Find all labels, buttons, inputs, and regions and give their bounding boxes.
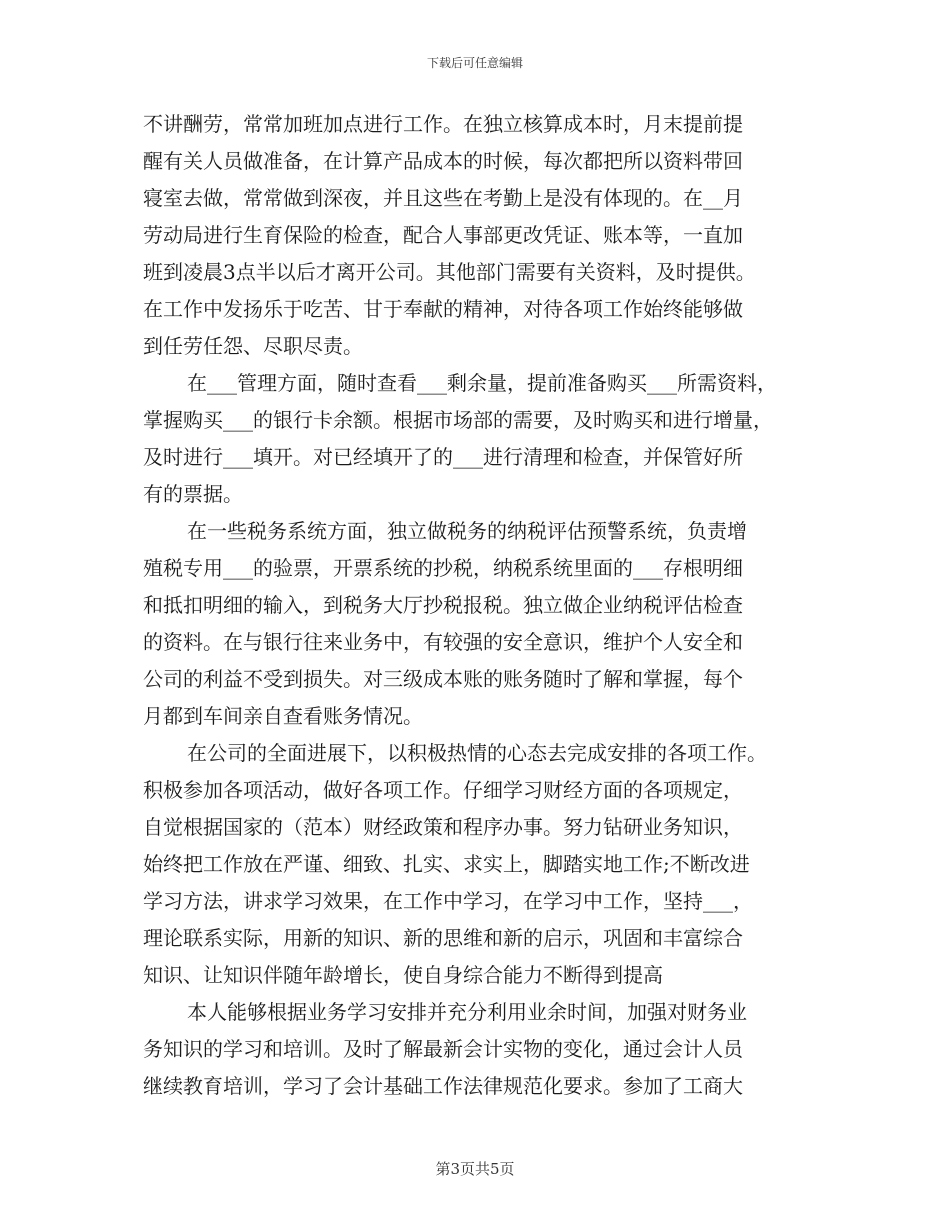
text-line: 不讲酬劳，常常加班加点进行工作。在独立核算成本时，月末提前提 bbox=[143, 112, 743, 136]
text-line: 的资料。在与银行往来业务中，有较强的安全意识，维护个人安全和 bbox=[143, 630, 743, 654]
text-line: 班到凌晨3点半以后才离开公司。其他部门需要有关资料，及时提供。 bbox=[143, 260, 756, 284]
text-line: 月都到车间亲自查看账务情况。 bbox=[143, 704, 423, 728]
text-line: 继续教育培训，学习了会计基础工作法律规范化要求。参加了工商大 bbox=[143, 1074, 743, 1098]
paragraph-start-line: 在一些税务系统方面，独立做税务的纳税评估预警系统，负责增 bbox=[187, 519, 747, 543]
text-line: 始终把工作放在严谨、细致、扎实、求实上，脚踏实地工作;不断改进 bbox=[143, 852, 750, 876]
text-line: 自觉根据国家的（范本）财经政策和程序办事。努力钻研业务知识， bbox=[143, 815, 743, 839]
document-body bbox=[143, 106, 823, 1105]
text-line: 劳动局进行生育保险的检查，配合人事部更改凭证、账本等，一直加 bbox=[143, 223, 743, 247]
text-line: 寝室去做，常常做到深夜，并且这些在考勤上是没有体现的。在__月 bbox=[143, 186, 743, 210]
text-line: 及时进行___填开。对已经填开了的___进行清理和检查，并保管好所 bbox=[143, 445, 743, 469]
text-line: 在工作中发扬乐于吃苦、甘于奉献的精神，对待各项工作始终能够做 bbox=[143, 297, 743, 321]
text-line: 务知识的学习和培训。及时了解最新会计实物的变化，通过会计人员 bbox=[143, 1037, 743, 1061]
text-line: 有的票据。 bbox=[143, 482, 243, 506]
text-line: 理论联系实际，用新的知识、新的思维和新的启示，巩固和丰富综合 bbox=[143, 926, 743, 950]
paragraph-start-line: 本人能够根据业务学习安排并充分利用业余时间，加强对财务业 bbox=[187, 1000, 747, 1024]
text-line: 到任劳任怨、尽职尽责。 bbox=[143, 334, 363, 358]
text-line: 学习方法，讲求学习效果，在工作中学习，在学习中工作，坚持___， bbox=[143, 889, 753, 913]
paragraph-start-line: 在公司的全面进展下，以积极热情的心态去完成安排的各项工作。 bbox=[187, 741, 767, 765]
paragraph-start-line: 在___管理方面，随时查看___剩余量，提前准备购买___所需资料， bbox=[187, 371, 777, 395]
text-line: 和抵扣明细的输入，到税务大厅抄税报税。独立做企业纳税评估检查 bbox=[143, 593, 743, 617]
text-line: 掌握购买___的银行卡余额。根据市场部的需要，及时购买和进行增量， bbox=[143, 408, 773, 432]
text-line: 积极参加各项活动，做好各项工作。仔细学习财经方面的各项规定， bbox=[143, 778, 743, 802]
text-line: 知识、让知识伴随年龄增长，使自身综合能力不断得到提高 bbox=[143, 963, 663, 987]
page-number: 第3页共5页 bbox=[435, 1160, 515, 1178]
text-line: 醒有关人员做准备，在计算产品成本的时候，每次都把所以资料带回 bbox=[143, 149, 743, 173]
text-line: 公司的利益不受到损失。对三级成本账的账务随时了解和掌握，每个 bbox=[143, 667, 743, 691]
page-header: 下载后可任意编辑 bbox=[426, 56, 523, 70]
text-line: 殖税专用___的验票，开票系统的抄税，纳税系统里面的___存根明细 bbox=[143, 556, 743, 580]
